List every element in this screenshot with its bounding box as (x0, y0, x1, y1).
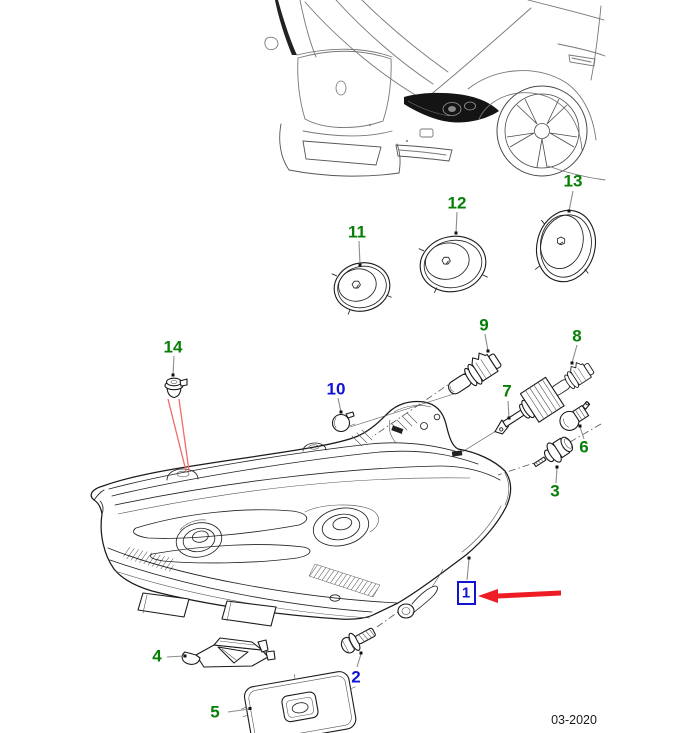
callout-2[interactable]: 2 (351, 667, 361, 687)
access-cover-12-drawing (415, 230, 491, 298)
callout-6[interactable]: 6 (579, 437, 589, 457)
bulb-9-drawing (441, 347, 504, 401)
access-cover-13-drawing (528, 204, 603, 288)
callout-14[interactable]: 14 (163, 337, 183, 357)
selection-arrow (478, 589, 561, 603)
callout-3[interactable]: 3 (550, 481, 560, 501)
callout-11[interactable]: 11 (348, 222, 366, 242)
revision-date: 03-2020 (551, 713, 597, 727)
callout-12[interactable]: 12 (447, 193, 467, 213)
grommet-14-drawing (165, 378, 187, 397)
red-pointer-lines (168, 399, 189, 471)
bulb-socket-3-drawing (529, 433, 577, 475)
callout-4[interactable]: 4 (152, 646, 162, 666)
assembly-axis-lines (372, 371, 601, 627)
callout-1[interactable]: 1 (461, 584, 471, 602)
screw-2-drawing (338, 623, 378, 656)
control-module-5-drawing (237, 664, 362, 733)
vehicle-front-illustration (265, 0, 605, 180)
callout-9[interactable]: 9 (479, 315, 489, 335)
callout-7[interactable]: 7 (502, 381, 512, 401)
led-module-7-drawing (485, 377, 564, 445)
callout-5[interactable]: 5 (210, 702, 220, 722)
cap-10-pointer-line (350, 392, 460, 427)
callout-13[interactable]: 13 (563, 171, 583, 191)
headlamp-assembly-drawing (91, 401, 510, 626)
callout-8[interactable]: 8 (572, 326, 582, 346)
bracket-4-drawing (182, 638, 275, 667)
cap-10-drawing (333, 412, 356, 432)
access-cover-11-drawing (329, 257, 395, 317)
callout-10[interactable]: 10 (326, 379, 346, 399)
